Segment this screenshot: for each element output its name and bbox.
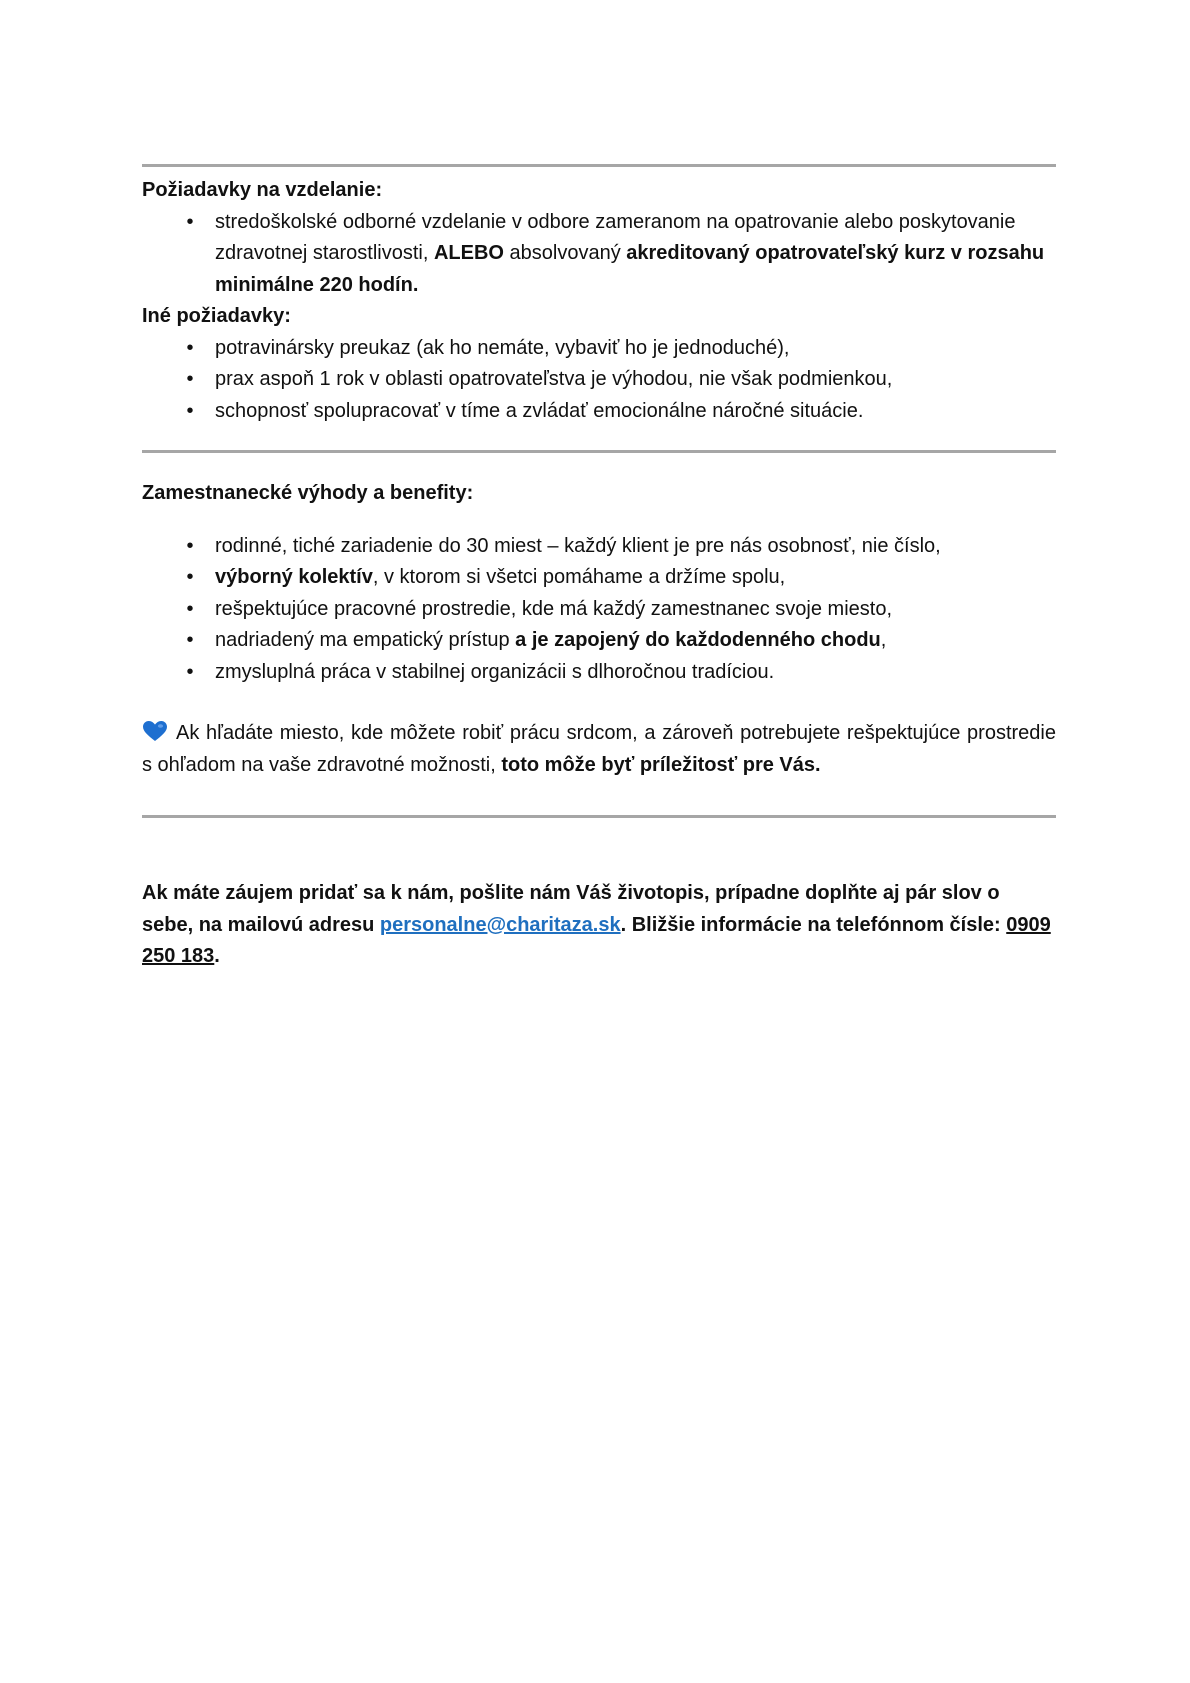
education-list: [142, 207, 1056, 302]
email-link[interactable]: personalne@charitaza.sk: [379, 913, 621, 936]
divider-bottom: [142, 815, 1056, 818]
list-item: • rodinné, tiché zariadenie do 30 miest – každý klient je pre nás osobnosť, nie číslo,: [142, 531, 1056, 563]
list-item: • prax aspoň 1 rok v oblasti opatrovateľstva je výhodou, nie však podmienkou,: [142, 364, 1056, 396]
list-item: [142, 207, 1056, 302]
phone-number[interactable]: 0909 250 183: [142, 913, 1051, 967]
list-item: • schopnosť spolupracovať v tíme a zvládať emocionálne náročné situácie.: [142, 396, 1056, 428]
divider-top: [142, 164, 1056, 167]
bullet-icon: •: [186, 597, 194, 620]
blue-heart-icon: [142, 720, 168, 742]
bullet-icon: •: [186, 534, 194, 557]
list-item: • nadriadený ma empatický prístup a je zapojený do každodenného chodu,: [142, 625, 1056, 657]
list-item: • zmysluplná práca v stabilnej organizácii s dlhoročnou tradíciou.: [142, 657, 1056, 689]
education-item-text: stredoškolské odborné vzdelanie v odbore zameranom na opatrovanie alebo poskytovanie zdravotnej starostlivosti, ALEBO absolvovaný akreditovaný opatrovateľský kurz v rozsahu minimálne 220 hodín.: [215, 210, 1045, 296]
other-requirements-heading: Iné požiadavky:: [142, 305, 291, 327]
benefits-heading: Zamestnanecké výhody a benefity:: [142, 482, 474, 504]
other-requirements-list: [142, 333, 1056, 428]
bullet-icon: •: [186, 368, 194, 390]
list-item: • rešpektujúce pracovné prostredie, kde má každý zamestnanec svoje miesto,: [142, 594, 1056, 626]
benefits-list: [142, 531, 1056, 689]
bullet-icon: •: [186, 629, 194, 651]
education-section: [142, 175, 1056, 427]
bullet-icon: •: [186, 210, 194, 233]
list-item: • výborný kolektív, v ktorom si všetci pomáhame a držíme spolu,: [142, 562, 1056, 594]
bullet-icon: •: [186, 660, 194, 683]
bullet-icon: •: [186, 399, 194, 422]
invitation-paragraph: Ak hľadáte miesto, kde môžete robiť prácu srdcom, a zároveň potrebujete rešpektujúce prostredie s ohľadom na vaše zdravotné možnosti, toto môže byť príležitosť pre Vás.: [142, 722, 1056, 776]
education-heading: Požiadavky na vzdelanie:: [142, 179, 383, 201]
bullet-icon: •: [186, 336, 194, 359]
benefits-section: [142, 478, 1056, 688]
contact-paragraph: Ak máte záujem pridať sa k nám, pošlite nám Váš životopis, prípadne doplňte aj pár slov o sebe, na mailovú adresu personalne@charitaza.sk. Bližšie informácie na telefónnom čísle: 0909 250 183.: [142, 882, 1051, 967]
bullet-icon: •: [186, 566, 194, 588]
list-item: • potravinársky preukaz (ak ho nemáte, vybaviť ho je jednoduché),: [142, 333, 1056, 365]
divider-middle: [142, 450, 1056, 453]
